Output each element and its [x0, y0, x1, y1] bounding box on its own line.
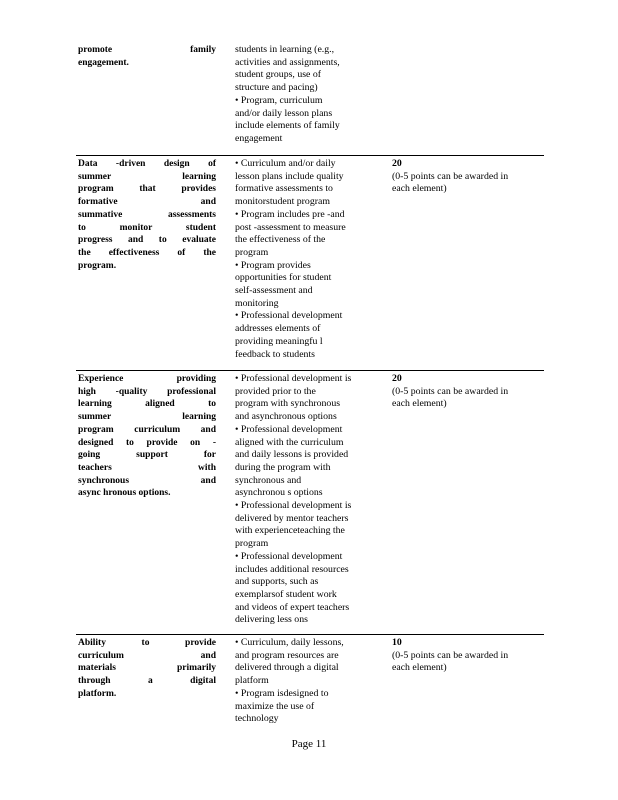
criterion-line: learning aligned to	[78, 399, 216, 410]
criterion-cell	[78, 373, 216, 500]
element-line: program with synchronous	[235, 398, 341, 410]
criterion-line: program.	[78, 260, 117, 271]
element-line: and asynchronous options	[235, 411, 337, 423]
criterion-line: materials primarily	[78, 663, 216, 674]
element-line: program	[235, 538, 269, 550]
element-line: formative assessments to	[235, 183, 333, 195]
page-number: Page 11	[291, 738, 327, 750]
element-line: feedback to students	[235, 348, 315, 360]
points-value: 20	[392, 158, 402, 169]
points-note-line: each element)	[392, 662, 447, 674]
element-line: • Program provides	[235, 259, 311, 271]
element-line: • Curriculum and/or daily	[235, 158, 336, 169]
points-cell	[392, 373, 542, 411]
criterion-cell	[78, 637, 216, 701]
criterion-line: summative assessments	[78, 209, 216, 220]
element-line: • Program includes pre -and	[235, 208, 345, 220]
criterion-line: async hronous options.	[78, 488, 171, 499]
element-line: exemplarsof student work	[235, 588, 337, 600]
criterion-line: Data -driven design of	[78, 159, 216, 169]
element-line: engagement	[235, 132, 283, 144]
element-line: • Professional development is	[235, 500, 352, 512]
element-line: • Professional development is	[235, 373, 352, 384]
element-line: delivered through a digital	[235, 662, 339, 674]
criterion-line: designed to provide on -	[78, 437, 216, 448]
element-line: lesson plans include quality	[235, 170, 344, 182]
points-note-line: (0-5 points can be awarded in	[392, 170, 509, 182]
row-divider	[76, 634, 544, 635]
element-line: opportunities for student	[235, 272, 332, 284]
element-line: activities and assignments,	[235, 56, 340, 68]
elements-cell	[235, 637, 381, 726]
element-line: delivered by mentor teachers	[235, 512, 349, 524]
element-line: • Curriculum, daily lessons,	[235, 637, 344, 648]
criterion-line: high -quality professional	[78, 386, 216, 397]
element-line: self-assessment and	[235, 285, 313, 297]
element-line: student groups, use of	[235, 69, 321, 81]
element-line: delivering less ons	[235, 614, 308, 626]
element-line: monitorstudent program	[235, 196, 330, 208]
element-line: students in learning (e.g.,	[235, 44, 335, 55]
element-line: program	[235, 246, 269, 258]
elements-cell	[235, 373, 381, 627]
elements-cell	[235, 158, 381, 361]
element-line: and/or daily lesson plans	[235, 107, 333, 119]
element-line: aligned with the curriculum	[235, 436, 344, 448]
element-line: monitoring	[235, 297, 279, 309]
element-line: during the program with	[235, 461, 331, 473]
element-line: asynchronou s options	[235, 487, 323, 499]
element-line: and daily lessons is provided	[235, 449, 349, 461]
criterion-line: summer learning	[78, 412, 216, 423]
element-line: the effectiveness of the	[235, 234, 326, 246]
element-line: addresses elements of	[235, 323, 321, 335]
element-line: with experienceteaching the	[235, 525, 345, 537]
row-divider	[76, 155, 544, 156]
criterion-line: promote family	[78, 45, 216, 55]
element-line: includes additional resources	[235, 563, 349, 575]
element-line: structure and pacing)	[235, 82, 318, 94]
criterion-cell	[78, 158, 216, 272]
criterion-line: program curriculum and	[78, 424, 216, 435]
element-line: include elements of family	[235, 120, 340, 132]
criterion-line: through a digital	[78, 676, 216, 687]
criterion-line: platform.	[78, 688, 117, 699]
criterion-line: Ability to provide	[78, 638, 216, 648]
criterion-line: the effectiveness of the	[78, 247, 216, 258]
element-line: • Professional development	[235, 310, 343, 322]
criterion-line: summer learning	[78, 171, 216, 182]
element-line: maximize the use of	[235, 700, 315, 712]
element-line: synchronous and	[235, 474, 302, 486]
element-line: • Professional development	[235, 423, 343, 435]
points-note-line: each element)	[392, 398, 447, 410]
element-line: • Program isdesigned to	[235, 687, 329, 699]
criterion-line: Experience providing	[78, 374, 216, 384]
points-note-line: (0-5 points can be awarded in	[392, 385, 509, 397]
criterion-line: going support for	[78, 450, 216, 461]
element-line: and videos of expert teachers	[235, 601, 350, 613]
points-value: 10	[392, 637, 402, 648]
criterion-line: progress and to evaluate	[78, 235, 216, 246]
criterion-line: synchronous and	[78, 475, 216, 486]
elements-cell	[235, 44, 381, 146]
element-line: and program resources are	[235, 649, 339, 661]
element-line: platform	[235, 675, 269, 687]
element-line: provided prior to the	[235, 385, 316, 397]
element-line: • Professional development	[235, 550, 343, 562]
element-line: post -assessment to measure	[235, 221, 346, 233]
criterion-line: formative and	[78, 197, 216, 208]
element-line: and supports, such as	[235, 576, 319, 588]
criterion-line: to monitor student	[78, 222, 216, 233]
criterion-line: curriculum and	[78, 650, 216, 661]
criterion-line: engagement.	[78, 57, 129, 68]
element-line: providing meaningfu l	[235, 335, 323, 347]
element-line: • Program, curriculum	[235, 94, 323, 106]
points-cell	[392, 637, 542, 675]
points-cell	[392, 158, 542, 196]
criterion-cell	[78, 44, 216, 69]
criterion-line: program that provides	[78, 184, 216, 195]
criterion-line: teachers with	[78, 462, 216, 473]
points-value: 20	[392, 373, 402, 384]
points-note-line: (0-5 points can be awarded in	[392, 649, 509, 661]
element-line: technology	[235, 713, 279, 725]
row-divider	[76, 370, 544, 371]
points-note-line: each element)	[392, 183, 447, 195]
